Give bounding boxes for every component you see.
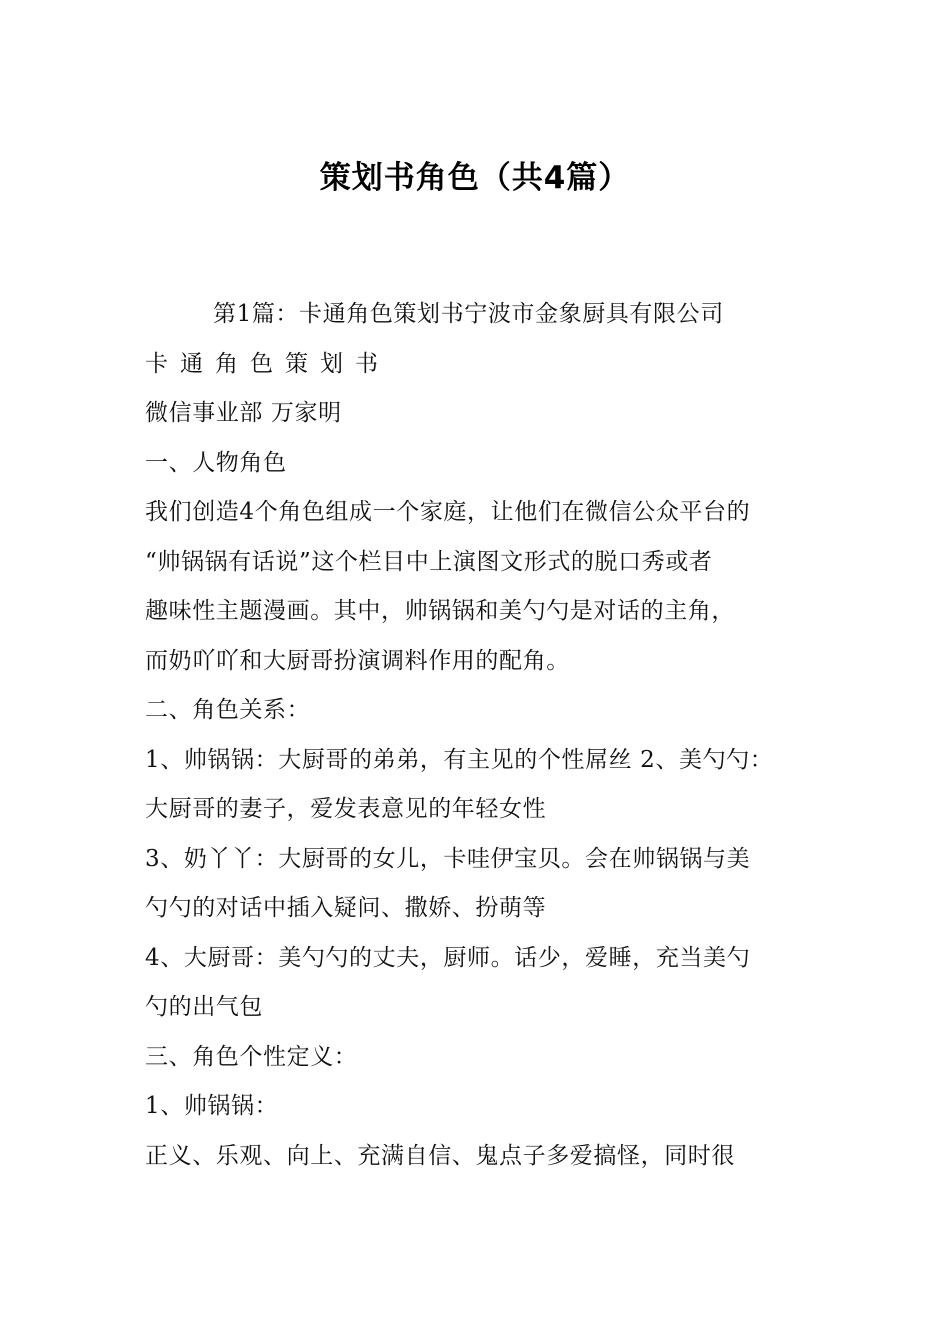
- document-body: [145, 290, 815, 1181]
- sub-heading: 1、帅锅锅：: [145, 1093, 279, 1119]
- paragraph-line: 趣味性主题漫画。其中，帅锅锅和美勺勺是对话的主角，: [145, 598, 735, 624]
- chapter-heading: 第1篇：卡通角色策划书宁波市金象厨具有限公司: [213, 301, 724, 327]
- paragraph-line: 1、帅锅锅：大厨哥的弟弟，有主见的个性屌丝 2、美勺勺：: [145, 746, 774, 773]
- paragraph-line: 我们创造4个角色组成一个家庭，让他们在微信公众平台的: [145, 499, 751, 525]
- section-heading-relationships: 二、角色关系：: [145, 697, 311, 723]
- paragraph-line: 4、大厨哥：美勺勺的丈夫，厨师。话少，爱睡，充当美勺: [145, 944, 751, 971]
- paragraph-line: 而奶吖吖和大厨哥扮演调料作用的配角。: [145, 647, 570, 674]
- subtitle: 卡通角色策划书: [145, 350, 390, 377]
- section-heading-personality: 三、角色个性定义：: [145, 1043, 358, 1070]
- paragraph-line: “帅锅锅有话说”这个栏目中上演图文形式的脱口秀或者: [145, 548, 713, 575]
- document-title: 策划书角色（共4篇）: [319, 160, 631, 196]
- paragraph-line: 大厨哥的妻子，爱发表意见的年轻女性: [145, 796, 547, 822]
- section-heading-characters: 一、人物角色: [145, 449, 287, 476]
- paragraph-line: 正义、乐观、向上、充满自信、鬼点子多爱搞怪，同时很: [145, 1142, 735, 1169]
- author-line: 微信事业部 万家明: [145, 400, 342, 426]
- paragraph-line: 3、奶丫丫：大厨哥的女儿，卡哇伊宝贝。会在帅锅锅与美: [145, 845, 751, 872]
- paragraph-line: 勺勺的对话中插入疑问、撒娇、扮萌等: [145, 895, 547, 921]
- paragraph-line: 勺的出气包: [145, 994, 263, 1020]
